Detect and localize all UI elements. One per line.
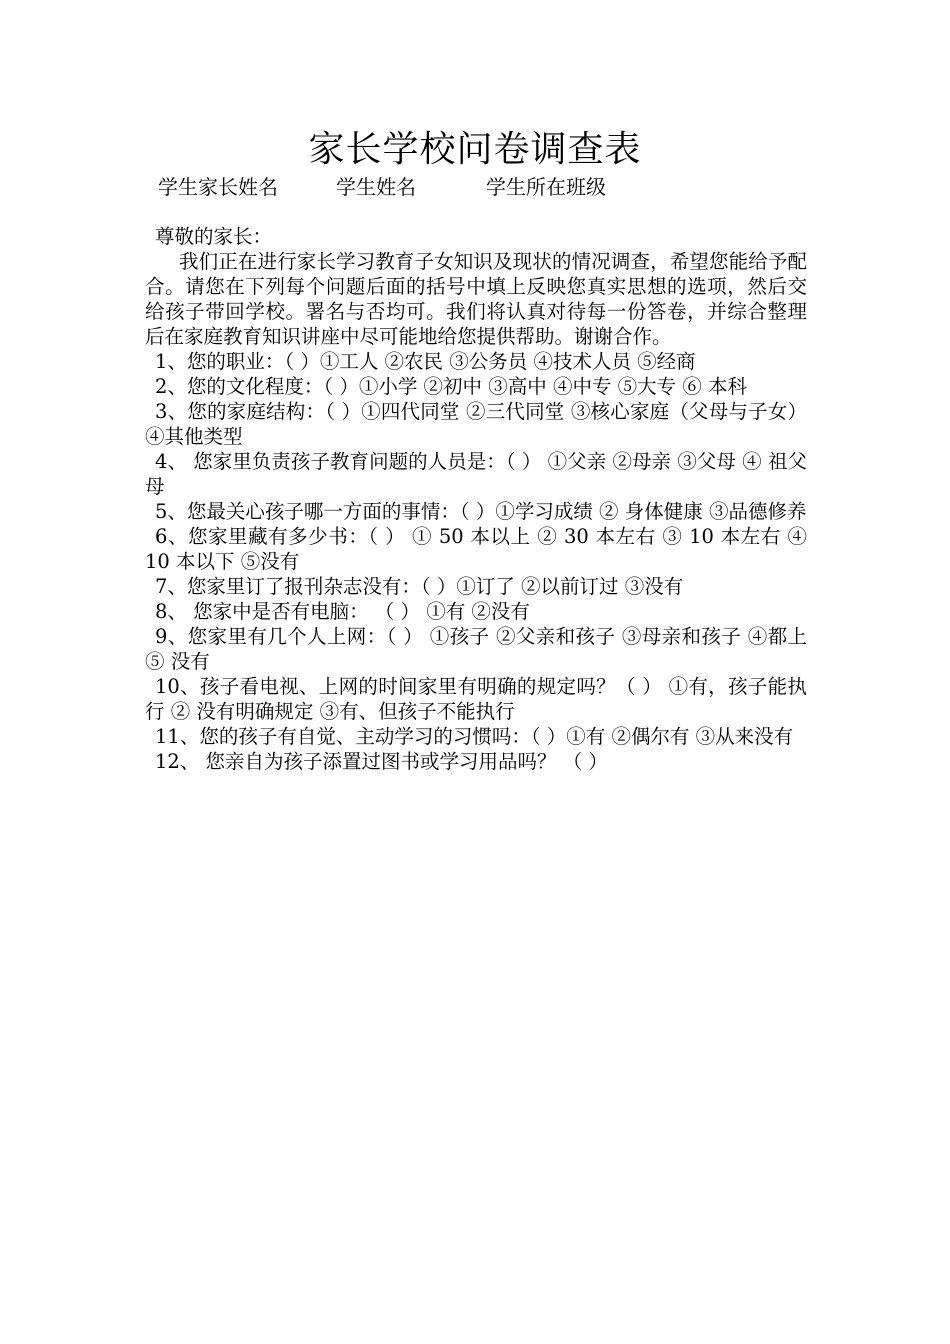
info-fields [158, 174, 606, 200]
question-4: 4、 您家里负责孩子教育问题的人员是：（ ） ①父亲 ②母亲 ③父母 ④ 祖父母 [145, 450, 807, 498]
question-3: 3、您的家庭结构：（ ）①四代同堂 ②三代同堂 ③核心家庭（父母与子女） ④其他类型 [145, 400, 807, 448]
student-name-label: 学生姓名 [336, 175, 416, 199]
parent-name-label: 学生家长姓名 [158, 175, 278, 199]
question-6: 6、您家里藏有多少书：（ ） ① 50 本以上 ② 30 本左右 ③ 10 本左右 ④ 10 本以下 ⑤没有 [145, 525, 807, 573]
intro-paragraph: 我们正在进行家长学习教育子女知识及现状的情况调查，希望您能给予配合。请您在下列每个问题后面的括号中填上反映您真实思想的选项，然后交给孩子带回学校。署名与否均可。我们将认真对待每一份答卷，并综合整理后在家庭教育知识讲座中尽可能地给您提供帮助。谢谢合作。 [145, 250, 807, 348]
question-12: 12、 您亲自为孩子添置过图书或学习用品吗？ （ ） [155, 750, 608, 773]
page-title: 家长学校问卷调查表 [308, 129, 642, 170]
survey-body [145, 224, 807, 774]
question-2: 2、您的文化程度：（ ）①小学 ②初中 ③高中 ④中专 ⑤大专 ⑥ 本科 [155, 375, 748, 398]
question-5: 5、您最关心孩子哪一方面的事情：（ ）①学习成绩 ② 身体健康 ③品德修养 [155, 500, 807, 523]
student-class-label: 学生所在班级 [486, 175, 606, 199]
question-11: 11、您的孩子有自觉、主动学习的习惯吗：（ ）①有 ②偶尔有 ③从来没有 [155, 725, 794, 748]
question-8: 8、 您家中是否有电脑： （ ） ①有 ②没有 [155, 600, 530, 623]
question-7: 7、您家里订了报刊杂志没有：（ ）①订了 ②以前订过 ③没有 [155, 575, 684, 598]
question-10: 10、孩子看电视、上网的时间家里有明确的规定吗？（ ） ①有，孩子能执行 ② 没有明确规定 ③有、但孩子不能执行 [145, 675, 807, 723]
question-1: 1、您的职业：（ ）①工人 ②农民 ③公务员 ④技术人员 ⑤经商 [155, 350, 696, 373]
greeting: 尊敬的家长： [155, 225, 273, 248]
question-9: 9、您家里有几个人上网：（ ） ①孩子 ②父亲和孩子 ③母亲和孩子 ④都上 ⑤ 没有 [145, 625, 807, 673]
